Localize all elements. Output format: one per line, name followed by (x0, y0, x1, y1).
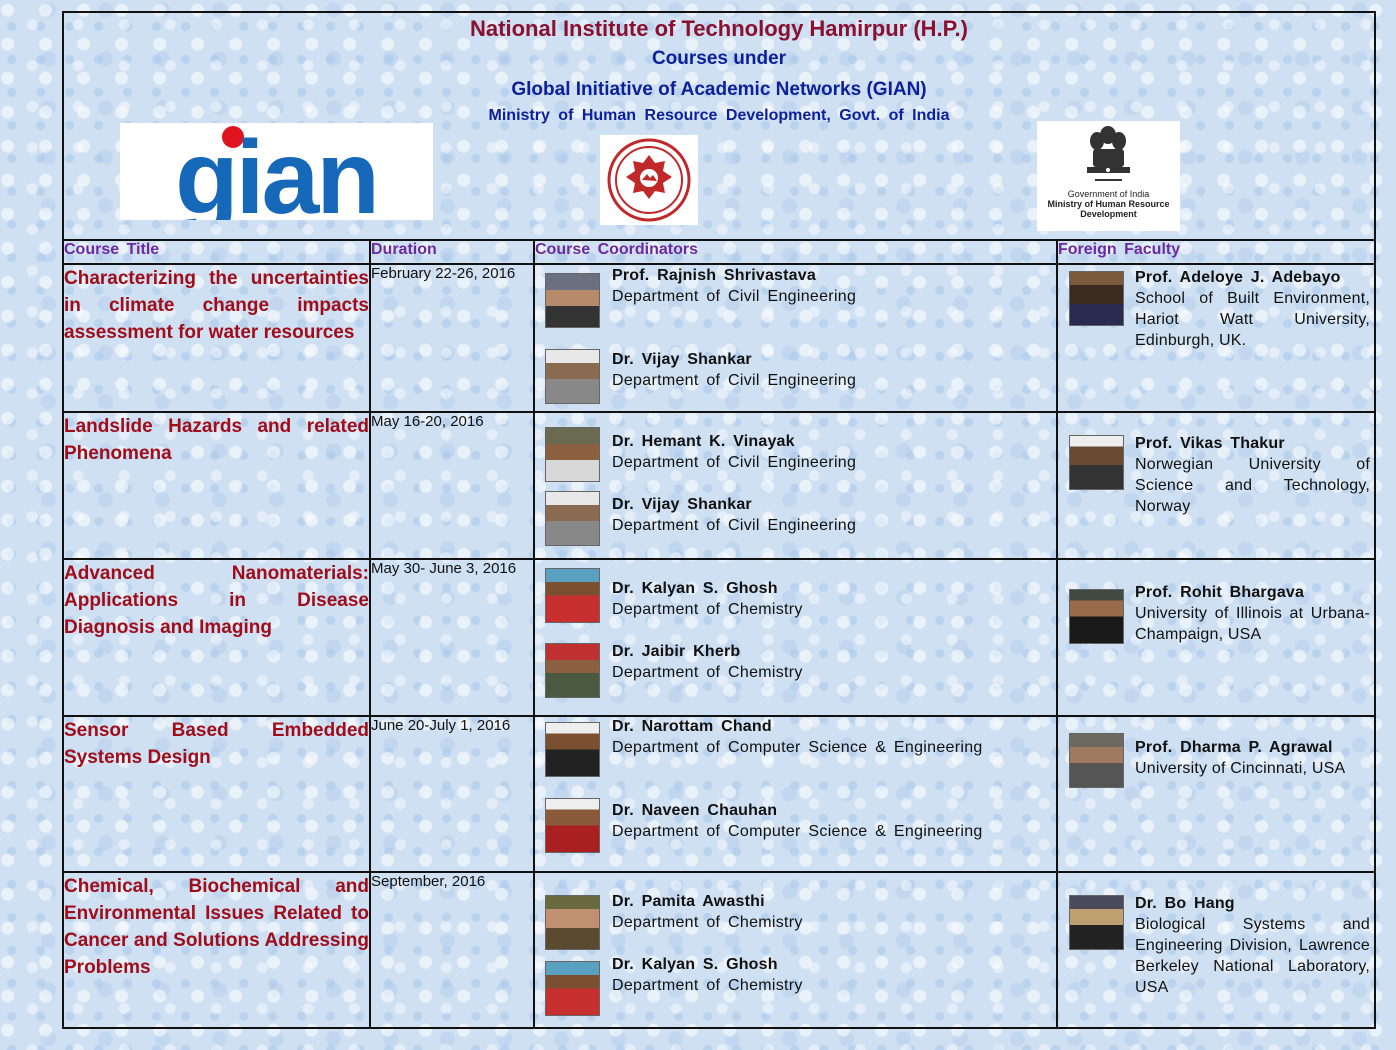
subtitle-ministry: Ministry of Human Resource Development, Govt. of India (488, 107, 950, 124)
foreign-faculty-photo (1069, 435, 1124, 490)
coordinator-photo (545, 427, 600, 482)
course-title: Characterizing the uncertainties in climate change impacts assessment for water resources (64, 264, 370, 412)
coordinators-cell (534, 412, 1057, 559)
page-title: National Institute of Technology Hamirpur (H.P.) (470, 16, 968, 41)
foreign-faculty-name: Dr. Bo Hang (1135, 895, 1235, 912)
coordinator-dept: Department of Civil Engineering (612, 454, 857, 471)
foreign-faculty-affiliation: Norwegian University of Science and Technology, Norway (1135, 456, 1370, 515)
foreign-faculty-info (1135, 737, 1370, 779)
column-header-course-title: Course Title (64, 241, 370, 264)
foreign-faculty-affiliation: University of Illinois at Urbana- Champaign, USA (1135, 605, 1370, 643)
table-row (64, 872, 1374, 1027)
nit-hamirpur-seal-icon (600, 135, 698, 225)
course-duration: June 20-July 1, 2016 (370, 716, 534, 872)
course-title: Landslide Hazards and related Phenomena (64, 412, 370, 559)
coordinator-photo (545, 722, 600, 777)
coordinator-photo (545, 961, 600, 1016)
courses-table (64, 241, 1374, 1027)
subtitle-courses-under: Courses under (651, 48, 787, 69)
foreign-faculty-photo (1069, 589, 1124, 644)
foreign-faculty-photo (1069, 733, 1124, 788)
table-row (64, 716, 1374, 872)
table-row (64, 559, 1374, 716)
coordinator-dept: Department of Chemistry (612, 914, 803, 931)
svg-text:gian: gian (175, 123, 377, 220)
foreign-faculty-affiliation: School of Built Environment, Hariot Watt University, Edinburgh, UK. (1135, 290, 1370, 349)
coordinator-dept: Department of Civil Engineering (612, 372, 857, 389)
goi-line-3: Development (1080, 209, 1137, 219)
coordinator-photo (545, 568, 600, 623)
column-header-foreign-faculty: Foreign Faculty (1057, 241, 1374, 264)
foreign-faculty-affiliation: University of Cincinnati, USA (1135, 760, 1346, 777)
coordinator-name: Dr. Hemant K. Vinayak (612, 433, 795, 450)
course-duration: February 22-26, 2016 (370, 264, 534, 412)
course-title: Chemical, Biochemical and Environmental Issues Related to Cancer and Solutions Addressing Problems (64, 872, 370, 1027)
subtitle-gian: Global Initiative of Academic Networks (GIAN) (511, 79, 927, 100)
course-sheet (62, 11, 1376, 1029)
course-duration: May 30- June 3, 2016 (370, 559, 534, 716)
coordinator-dept: Department of Civil Engineering (612, 288, 857, 305)
goi-line-1: Government of India (1067, 189, 1150, 199)
coordinator-name: Dr. Vijay Shankar (612, 351, 752, 368)
foreign-faculty-cell (1057, 872, 1374, 1027)
course-title: Sensor Based Embedded Systems Design (64, 716, 370, 872)
coordinator-dept: Department of Chemistry (612, 664, 803, 681)
foreign-faculty-name: Prof. Vikas Thakur (1135, 435, 1285, 452)
coordinator-dept: Department of Computer Science & Engineering (612, 739, 983, 756)
foreign-faculty-cell (1057, 559, 1374, 716)
course-duration: September, 2016 (370, 872, 534, 1027)
coordinator-dept: Department of Civil Engineering (612, 517, 857, 534)
coordinator-name: Dr. Jaibir Kherb (612, 643, 741, 660)
foreign-faculty-info (1135, 893, 1370, 998)
foreign-faculty-info (1135, 433, 1370, 517)
foreign-faculty-photo (1069, 271, 1124, 326)
foreign-faculty-name: Prof. Rohit Bhargava (1135, 584, 1305, 601)
coordinator-photo (545, 273, 600, 328)
goi-line-2: Ministry of Human Resource (1047, 199, 1170, 209)
goi-logo-text (1037, 189, 1180, 219)
coordinator-photo (545, 895, 600, 950)
foreign-faculty-affiliation: Biological Systems and Engineering Division, Lawrence Berkeley National Laboratory, USA (1135, 916, 1370, 996)
coordinator-name: Dr. Vijay Shankar (612, 496, 752, 513)
gian-logo (120, 123, 433, 220)
course-title: Advanced Nanomaterials: Applications in Disease Diagnosis and Imaging (64, 559, 370, 716)
foreign-faculty-cell (1057, 716, 1374, 872)
coordinator-dept: Department of Chemistry (612, 977, 803, 994)
coordinator-dept: Department of Chemistry (612, 601, 803, 618)
table-row (64, 264, 1374, 412)
coordinator-name: Prof. Rajnish Shrivastava (612, 267, 816, 284)
foreign-faculty-info (1135, 267, 1370, 351)
coordinators-cell (534, 559, 1057, 716)
coordinator-name: Dr. Narottam Chand (612, 718, 772, 735)
table-header-row (64, 241, 1374, 264)
coordinator-photo (545, 798, 600, 853)
foreign-faculty-name: Prof. Adeloye J. Adebayo (1135, 269, 1341, 286)
column-header-coordinators: Course Coordinators (534, 241, 1057, 264)
foreign-faculty-photo (1069, 895, 1124, 950)
table-row (64, 412, 1374, 559)
coordinators-cell (534, 264, 1057, 412)
coordinator-photo (545, 491, 600, 546)
coordinator-photo (545, 349, 600, 404)
column-header-duration: Duration (370, 241, 534, 264)
foreign-faculty-cell (1057, 264, 1374, 412)
foreign-faculty-name: Prof. Dharma P. Agrawal (1135, 739, 1333, 756)
coordinator-photo (545, 643, 600, 698)
coordinator-name: Dr. Naveen Chauhan (612, 802, 778, 819)
header (64, 13, 1374, 241)
foreign-faculty-info (1135, 582, 1370, 645)
course-duration: May 16-20, 2016 (370, 412, 534, 559)
coordinators-cell (534, 872, 1057, 1027)
foreign-faculty-cell (1057, 412, 1374, 559)
coordinator-dept: Department of Computer Science & Engineering (612, 823, 983, 840)
coordinator-name: Dr. Kalyan S. Ghosh (612, 580, 778, 597)
coordinators-cell (534, 716, 1057, 872)
coordinator-name: Dr. Kalyan S. Ghosh (612, 956, 778, 973)
government-of-india-emblem (1037, 121, 1180, 231)
coordinator-name: Dr. Pamita Awasthi (612, 893, 765, 910)
